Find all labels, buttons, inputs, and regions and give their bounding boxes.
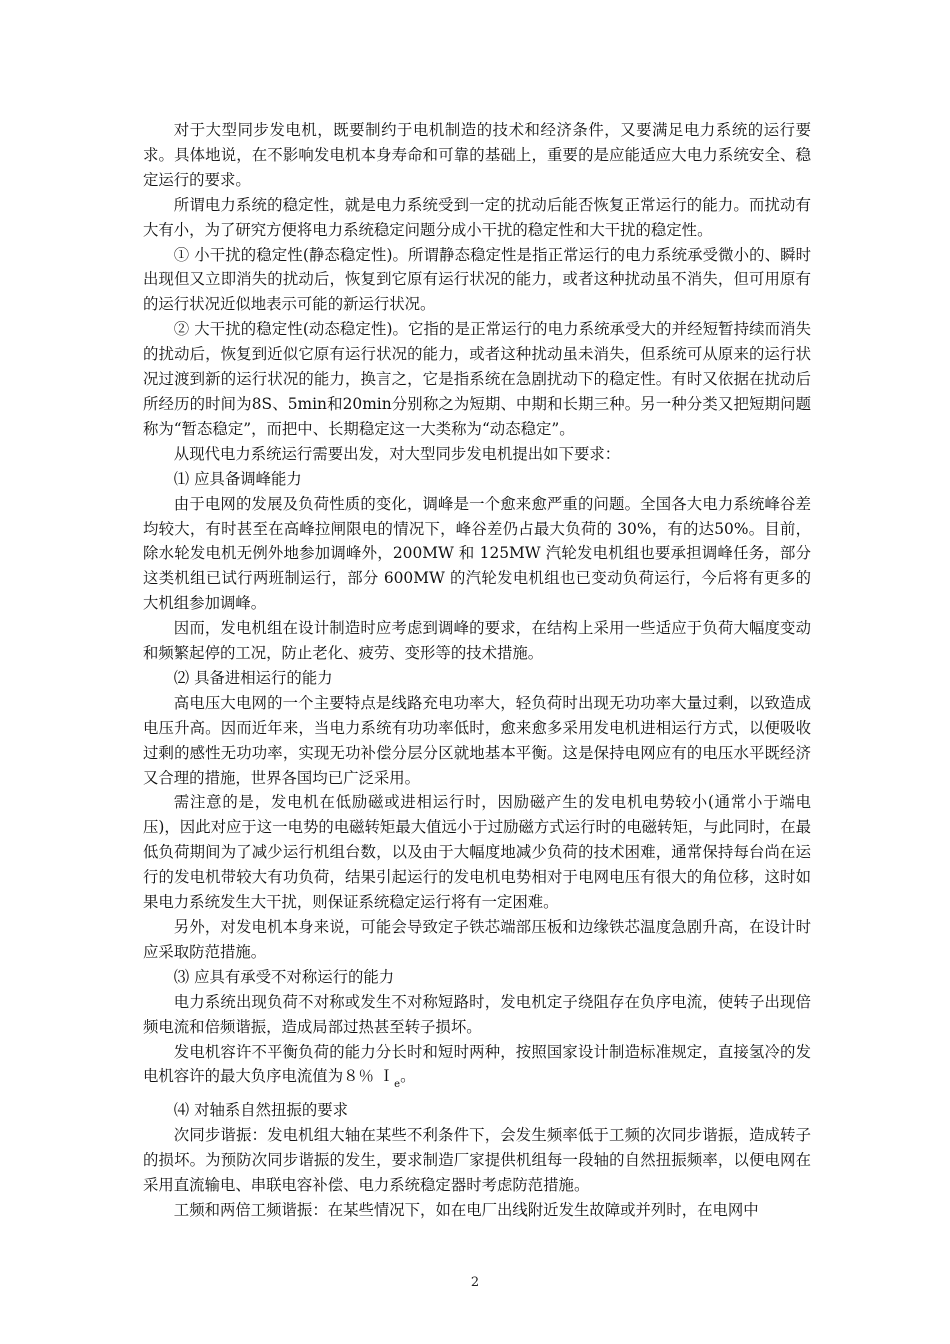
paragraph: 所谓电力系统的稳定性，就是电力系统受到一定的扰动后能否恢复正常运行的能力。而扰动有大有小，为了研究方便将电力系统稳定问题分成小干扰的稳定性和大干扰的稳定性。 bbox=[143, 195, 811, 239]
paragraph-end: 。 bbox=[400, 1067, 416, 1086]
paragraph: 对于大型同步发电机，既要制约于电机制造的技术和经济条件，又要满足电力系统的运行要求。具体地说，在不影响发电机本身寿命和可靠的基础上，重要的是应能适应大电力系统安全、稳定运行的要求。 bbox=[143, 121, 811, 189]
section-heading: ⑶ 应具有承受不对称运行的能力 bbox=[173, 967, 395, 986]
section-heading: ⑷ 对轴系自然扭振的要求 bbox=[173, 1101, 348, 1120]
paragraph: 需注意的是，发电机在低励磁或进相运行时，因励磁产生的发电机电势较小(通常小于端电压)，因此对应于这一电势的电磁转矩最大值远小于过励磁方式运行时的电磁转矩，与此同时，在最低负荷期间为了减少运行机组台数，以及由于大幅度地减少负荷的技术困难，通常保持每台尚在运行的发电机带较大有功负荷，结果引起运行的发电机电势相对于电网电压有很大的角位移，这时如果电力系统发生大干扰，则保证系统稳定运行将有一定困难。 bbox=[143, 793, 811, 912]
paragraph: 电力系统出现负荷不对称或发生不对称短路时，发电机定子绕阻存在负序电流，使转子出现倍频电流和倍频谐振，造成局部过热甚至转子损坏。 bbox=[143, 992, 811, 1036]
paragraph: ① 小干扰的稳定性(静态稳定性)。所谓静态稳定性是指正常运行的电力系统承受微小的、瞬时出现但又立即消失的扰动后，恢复到它原有运行状况的能力，或者这种扰动虽不消失，但可用原有的运行状况近似地表示可能的新运行状况。 bbox=[143, 245, 811, 314]
paragraph: 另外，对发电机本身来说，可能会导致定子铁芯端部压板和边缘铁芯温度急剧升高，在设计时应采取防范措施。 bbox=[143, 918, 811, 961]
page-number: 2 bbox=[470, 1275, 480, 1290]
paragraph: 因而，发电机组在设计制造时应考虑到调峰的要求，在结构上采用一些适应于负荷大幅度变动和频繁起停的工况，防止老化、疲劳、变形等的技术措施。 bbox=[143, 619, 811, 663]
section-heading: ⑴ 应具备调峰能力 bbox=[173, 469, 302, 488]
paragraph: 由于电网的发展及负荷性质的变化，调峰是一个愈来愈严重的问题。全国各大电力系统峰谷差均较大，有时甚至在高峰拉闸限电的情况下，峰谷差仍占最大负荷的 30%，有的达50%。目前，除水轮发电机无例外地参加调峰外，200MW 和 125MW 汽轮发电机组也要承担调峰任务，部分这类机组已试行两班制运行，部分 600MW 的汽轮发电机组也已变动负荷运行，今后将有更多的大机组参加调峰。 bbox=[143, 494, 811, 613]
current-subscript: e bbox=[394, 1079, 401, 1091]
paragraph-text: 发电机容许不平衡负荷的能力分长时和短时两种，按照国家设计制造标准规定，直接氢冷的发电机容许的最大负序电流值为８％ Ｉ bbox=[143, 1042, 811, 1086]
paragraph: ② 大干扰的稳定性(动态稳定性)。它指的是正常运行的电力系统承受大的并经短暂持续而消失的扰动后，恢复到近似它原有运行状况的能力，或者这种扰动虽未消失，但系统可从原来的运行状况过渡到新的运行状况的能力，换言之，它是指系统在急剧扰动下的稳定性。有时又依据在扰动后所经历的时间为8S、5min和20min分别称之为短期、中期和长期三种。另一种分类又把短期问题称为“暂态稳定”，而把中、长期稳定这一大类称为“动态稳定”。 bbox=[143, 320, 811, 438]
paragraph: 次同步谐振：发电机组大轴在某些不利条件下，会发生频率低于工频的次同步谐振，造成转子的损坏。为预防次同步谐振的发生，要求制造厂家提供机组每一段轴的自然扭振频率，以便电网在采用直流输电、串联电容补偿、电力系统稳定器时考虑防范措施。 bbox=[143, 1126, 811, 1195]
paragraph: 工频和两倍工频谐振：在某些情况下，如在电厂出线附近发生故障或并列时，在电网中 bbox=[173, 1200, 759, 1219]
paragraph-negative-sequence bbox=[143, 1040, 811, 1099]
section-heading: ⑵ 具备进相运行的能力 bbox=[173, 668, 333, 687]
paragraph: 高电压大电网的一个主要特点是线路充电功率大，轻负荷时出现无功功率大量过剩，以致造成电压升高。因而近年来，当电力系统有功功率低时，愈来愈多采用发电机进相运行方式，以便吸收过剩的感性无功功率，实现无功补偿分层分区就地基本平衡。这是保持电网应有的电压水平既经济又合理的措施，世界各国均已广泛采用。 bbox=[143, 693, 811, 787]
body-text bbox=[143, 118, 811, 1223]
paragraph: 从现代电力系统运行需要出发，对大型同步发电机提出如下要求： bbox=[173, 444, 621, 463]
